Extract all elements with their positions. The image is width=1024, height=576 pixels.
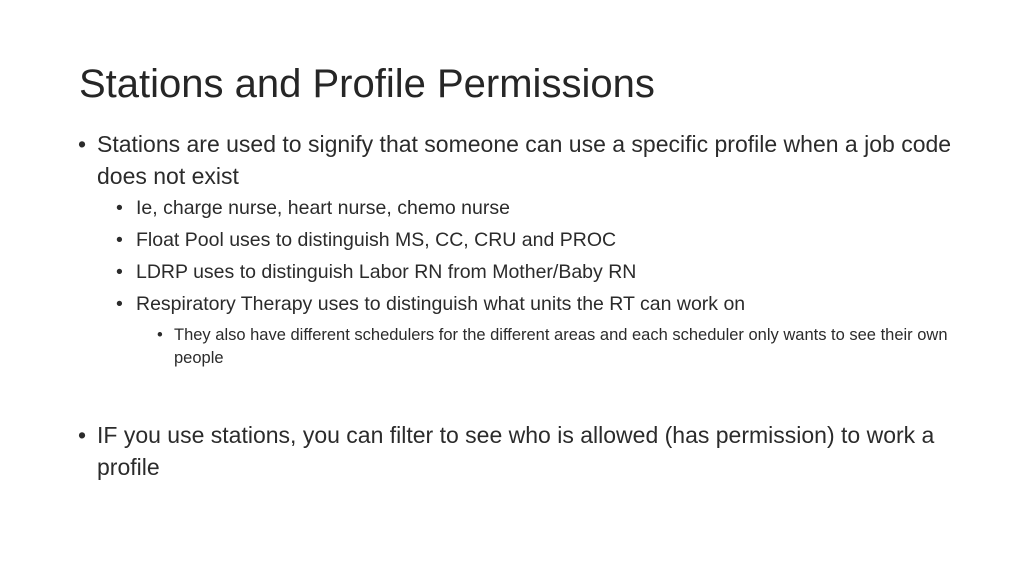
bullet-level1 (78, 419, 978, 483)
bullet-level2 (116, 224, 978, 256)
bullet-text: LDRP uses to distinguish Labor RN from Mother/Baby RN (136, 261, 637, 283)
bullet-dot: • (157, 326, 163, 344)
bullet-level2 (116, 256, 978, 288)
bullet-text: Stations are used to signify that someone can use a specific profile when a job code does not exist (97, 131, 952, 189)
bullet-level3 (157, 324, 978, 370)
spacer (78, 370, 978, 419)
bullet-dot: • (78, 131, 87, 157)
bullet-dot: • (78, 422, 87, 448)
slide-title: Stations and Profile Permissions (79, 62, 655, 106)
bullet-dot: • (116, 197, 123, 219)
bullet-level2 (116, 192, 978, 224)
bullet-text: Float Pool uses to distinguish MS, CC, CRU and PROC (136, 229, 617, 251)
bullet-dot: • (116, 293, 123, 315)
bullet-text: IF you use stations, you can filter to see who is allowed (has permission) to work a profile (97, 422, 935, 480)
bullet-dot: • (116, 261, 123, 283)
bullet-level2 (116, 288, 978, 320)
slide-body (78, 128, 978, 483)
bullet-dot: • (116, 229, 123, 251)
bullet-text: Respiratory Therapy uses to distinguish what units the RT can work on (136, 293, 746, 315)
bullet-level1 (78, 128, 978, 192)
bullet-text: Ie, charge nurse, heart nurse, chemo nurse (136, 197, 510, 219)
bullet-text: They also have different schedulers for the different areas and each scheduler only wants to see their own people (174, 326, 948, 367)
